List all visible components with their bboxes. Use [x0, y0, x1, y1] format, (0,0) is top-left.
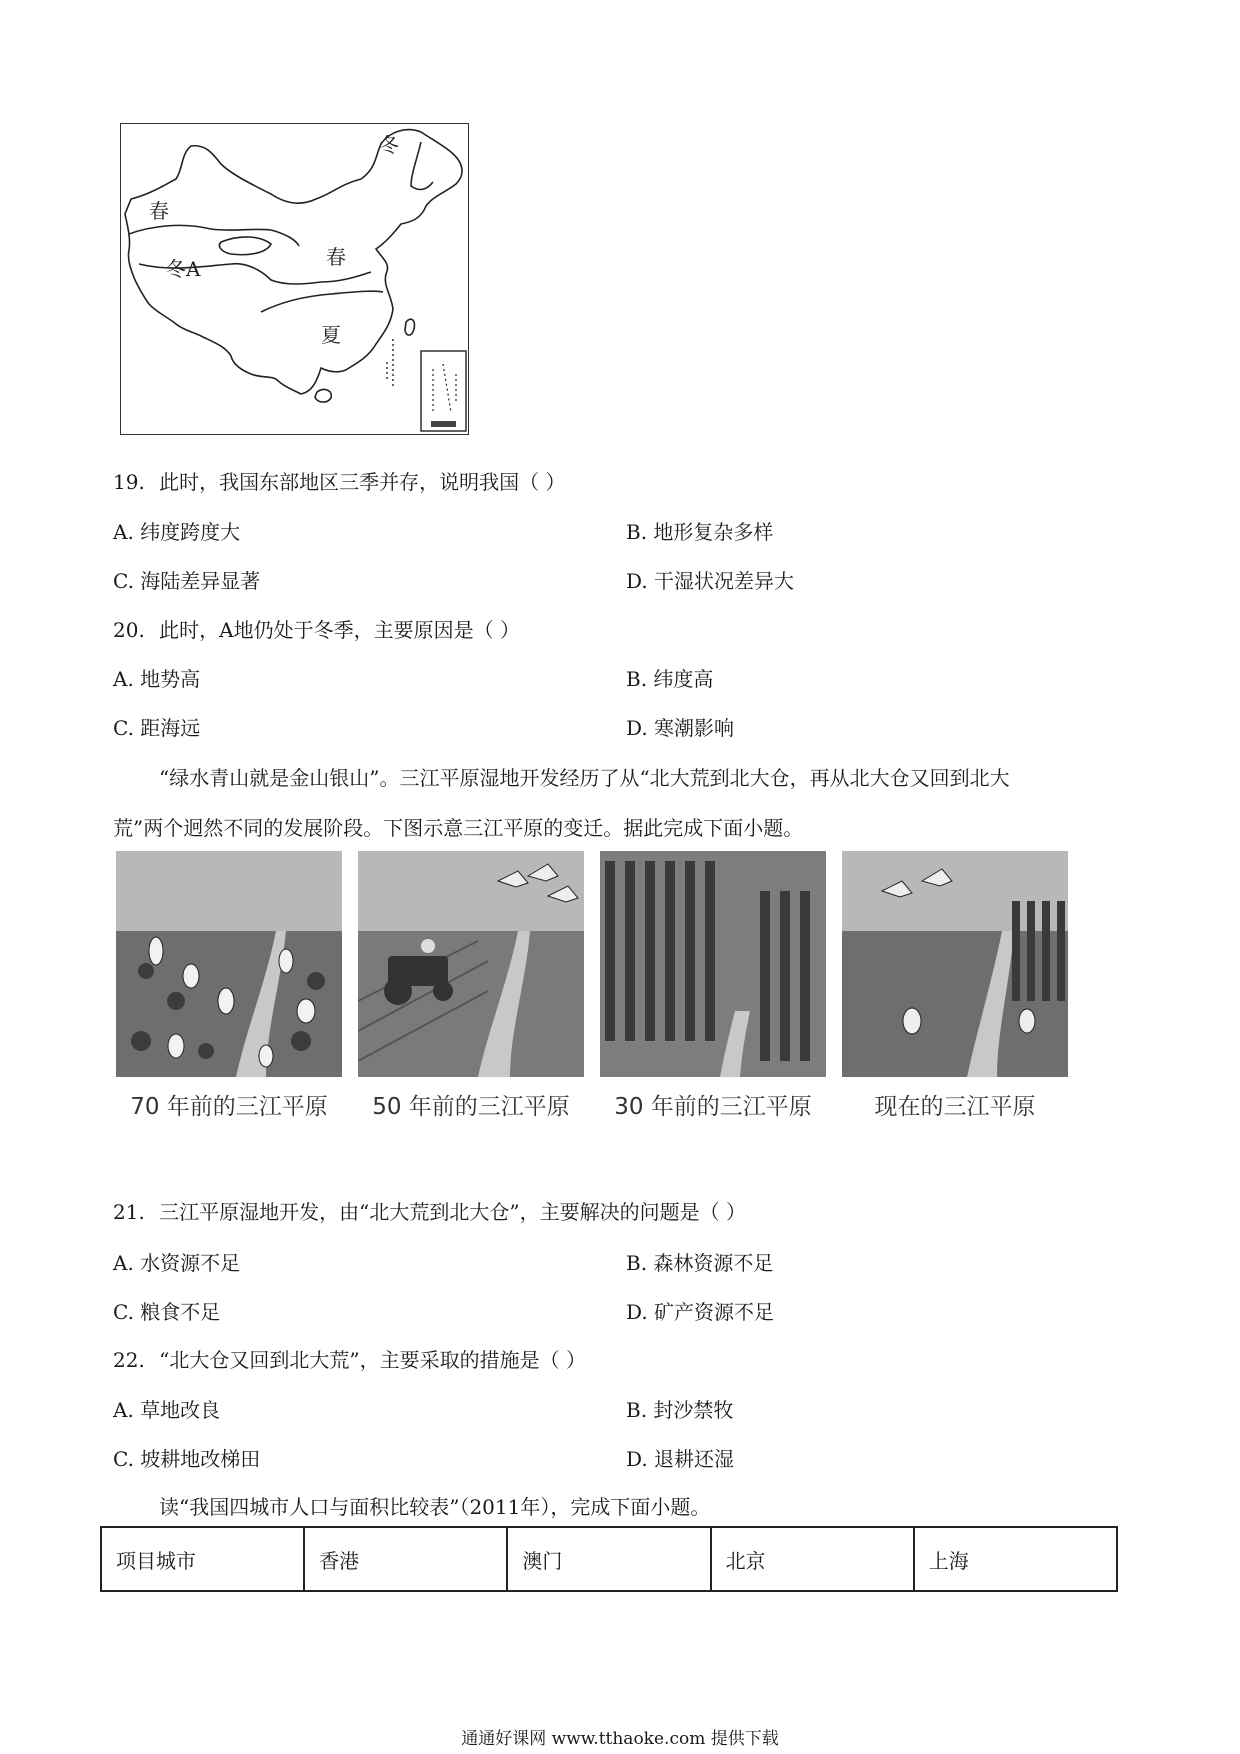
panel-caption-70: 70 年前的三江平原 [130, 1094, 328, 1120]
table-intro: 读“我国四城市人口与面积比较表”（2011年），完成下面小题。 [159, 1495, 711, 1519]
south-china-sea-islands [387, 339, 393, 389]
q22-option-b[interactable]: B. 封沙禁牧 [626, 1398, 734, 1422]
passage-line-2: 荒”两个迥然不同的发展阶段。下图示意三江平原的变迁。据此完成下面小题。 [113, 816, 804, 840]
question-20-stem [113, 614, 520, 643]
q20-option-c[interactable]: C. 距海远 [113, 716, 201, 740]
region-boundary-north [129, 225, 299, 246]
panel-present [842, 851, 1068, 1077]
q19-option-a[interactable]: A. 纬度跨度大 [113, 520, 241, 544]
q19-option-c[interactable]: C. 海陆差异显著 [113, 569, 261, 593]
map-label-spring-northwest: 春 [149, 199, 169, 223]
china-season-map [120, 123, 469, 435]
panel-caption-present: 现在的三江平原 [874, 1094, 1036, 1120]
hainan-island [315, 390, 331, 402]
question-text: 此时，我国东部地区三季并存，说明我国（ ） [159, 470, 566, 494]
q21-option-d[interactable]: D. 矿产资源不足 [626, 1300, 775, 1324]
page-footer: 通通好课网 www.tthaoke.com 提供下载 [461, 1729, 779, 1749]
china-map-svg [121, 124, 468, 434]
question-text: 此时，A地仍处于冬季，主要原因是（ ） [159, 618, 520, 642]
table-header-cell: 上海 [914, 1527, 1117, 1591]
q21-option-c[interactable]: C. 粮食不足 [113, 1300, 221, 1324]
table-header-cell: 香港 [304, 1527, 507, 1591]
taiwan-island [405, 319, 414, 335]
passage-line-1: “绿水青山就是金山银山”。三江平原湿地开发经历了从“北大荒到北大仓，再从北大仓又回到北大 [159, 766, 1010, 790]
q20-option-b[interactable]: B. 纬度高 [626, 667, 714, 691]
question-text: “北大仓又回到北大荒”，主要采取的措施是（ ） [159, 1348, 586, 1372]
q19-option-d[interactable]: D. 干湿状况差异大 [626, 569, 795, 593]
region-boundary-south [261, 291, 383, 312]
map-label-winter-northeast: 冬 [379, 133, 399, 157]
q20-option-d[interactable]: D. 寒潮影响 [626, 716, 735, 740]
q20-option-a[interactable]: A. 地势高 [113, 667, 201, 691]
panel-caption-50: 50 年前的三江平原 [372, 1094, 570, 1120]
panel-50-years-ago [358, 851, 584, 1077]
map-label-winter-a: 冬A [166, 257, 201, 281]
panel-70-years-ago [116, 851, 342, 1077]
question-22-stem [113, 1344, 586, 1373]
table-header-cell: 北京 [711, 1527, 914, 1591]
map-label-spring-east: 春 [326, 245, 346, 269]
panel-30-years-ago [600, 851, 826, 1077]
panel-caption-30: 30 年前的三江平原 [614, 1094, 812, 1120]
q21-option-b[interactable]: B. 森林资源不足 [626, 1251, 774, 1275]
question-number: 21. [113, 1200, 145, 1224]
q19-option-b[interactable]: B. 地形复杂多样 [626, 520, 774, 544]
q21-option-a[interactable]: A. 水资源不足 [113, 1251, 241, 1275]
question-19-stem [113, 466, 566, 495]
question-number: 20. [113, 618, 145, 642]
south-china-sea-inset [421, 351, 466, 431]
question-text: 三江平原湿地开发，由“北大荒到北大仓”，主要解决的问题是（ ） [159, 1200, 746, 1224]
question-21-stem [113, 1196, 746, 1225]
q22-option-d[interactable]: D. 退耕还湿 [626, 1447, 735, 1471]
table-header-cell: 澳门 [507, 1527, 710, 1591]
qaidam-basin [219, 237, 271, 255]
city-comparison-table [100, 1526, 1118, 1592]
northeast-boundary [411, 142, 433, 189]
question-number: 19. [113, 470, 145, 494]
table-header-cell: 项目城市 [101, 1527, 304, 1591]
map-label-summer-south: 夏 [321, 323, 341, 347]
q22-option-c[interactable]: C. 坡耕地改梯田 [113, 1447, 261, 1471]
table-header-row [101, 1527, 1117, 1591]
q22-option-a[interactable]: A. 草地改良 [113, 1398, 221, 1422]
question-number: 22. [113, 1348, 145, 1372]
